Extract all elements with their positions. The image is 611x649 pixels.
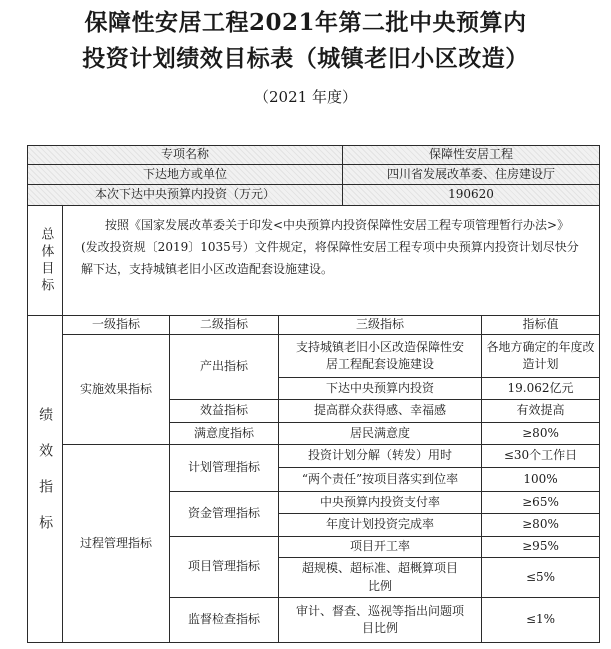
level2-fund: 资金管理指标 (169, 491, 279, 537)
perf-label: 绩效指标 (27, 315, 63, 643)
header-level3: 三级指标 (278, 315, 482, 335)
unit-value: 四川省发展改革委、住房建设厅 (342, 164, 600, 185)
level2-satisfaction: 满意度指标 (169, 422, 279, 445)
level3-row: 年度计划投资完成率 (278, 513, 482, 537)
value-row: ≤1% (481, 597, 600, 643)
invest-label: 本次下达中央预算内投资（万元） (27, 184, 343, 206)
level2-project: 项目管理指标 (169, 536, 279, 598)
level3-row: 超规模、超标准、超概算项目比例 (278, 557, 482, 598)
level3-row: “两个责任”按项目落实到位率 (278, 467, 482, 492)
value-row: ≤30个工作日 (481, 444, 600, 468)
value-row: ≥65% (481, 491, 600, 514)
level1-process: 过程管理指标 (62, 444, 170, 643)
value-row: 有效提高 (481, 399, 600, 423)
header-level2: 二级指标 (169, 315, 279, 335)
value-row: ≥80% (481, 513, 600, 537)
level3-row: 下达中央预算内投资 (278, 377, 482, 400)
level2-plan: 计划管理指标 (169, 444, 279, 492)
value-row: ≥95% (481, 536, 600, 558)
level1-effect: 实施效果指标 (62, 334, 170, 445)
level3-row: 支持城镇老旧小区改造保障性安居工程配套设施建设 (278, 334, 482, 378)
document-title-line1: 保障性安居工程2021年第二批中央预算内 (84, 9, 527, 36)
level2-benefit: 效益指标 (169, 399, 279, 423)
level3-row: 提高群众获得感、幸福感 (278, 399, 482, 423)
invest-value: 190620 (342, 184, 600, 206)
value-row: ≥80% (481, 422, 600, 445)
project-value: 保障性安居工程 (342, 145, 600, 165)
level3-row: 项目开工率 (278, 536, 482, 558)
level3-row: 投资计划分解（转发）用时 (278, 444, 482, 468)
level2-output: 产出指标 (169, 334, 279, 400)
overall-goal-text: 按照《国家发展改革委关于印发<中央预算内投资保障性安居工程专项管理暂行办法>》(发改投资规〔2019〕1035号）文件规定，将保障性安居工程专项中央预算内投资计划尽快分解下达，支持城镇老旧小区改造配套设施建设。 (62, 205, 600, 316)
unit-label: 下达地方或单位 (27, 164, 343, 185)
level2-supervision: 监督检查指标 (169, 597, 279, 643)
overall-goal-label: 总体目标 (27, 205, 63, 316)
value-row: ≤5% (481, 557, 600, 598)
project-label: 专项名称 (27, 145, 343, 165)
header-level1: 一级指标 (62, 315, 170, 335)
level3-row: 居民满意度 (278, 422, 482, 445)
header-value: 指标值 (481, 315, 600, 335)
level3-row: 审计、督查、巡视等指出问题项目比例 (278, 597, 482, 643)
value-row: 100% (481, 467, 600, 492)
value-row: 各地方确定的年度改造计划 (481, 334, 600, 378)
value-row: 19.062亿元 (481, 377, 600, 400)
document-title-line2: 投资计划绩效目标表（城镇老旧小区改造） (82, 45, 529, 72)
document-year: （2021 年度） (254, 88, 357, 106)
level3-row: 中央预算内投资支付率 (278, 491, 482, 514)
